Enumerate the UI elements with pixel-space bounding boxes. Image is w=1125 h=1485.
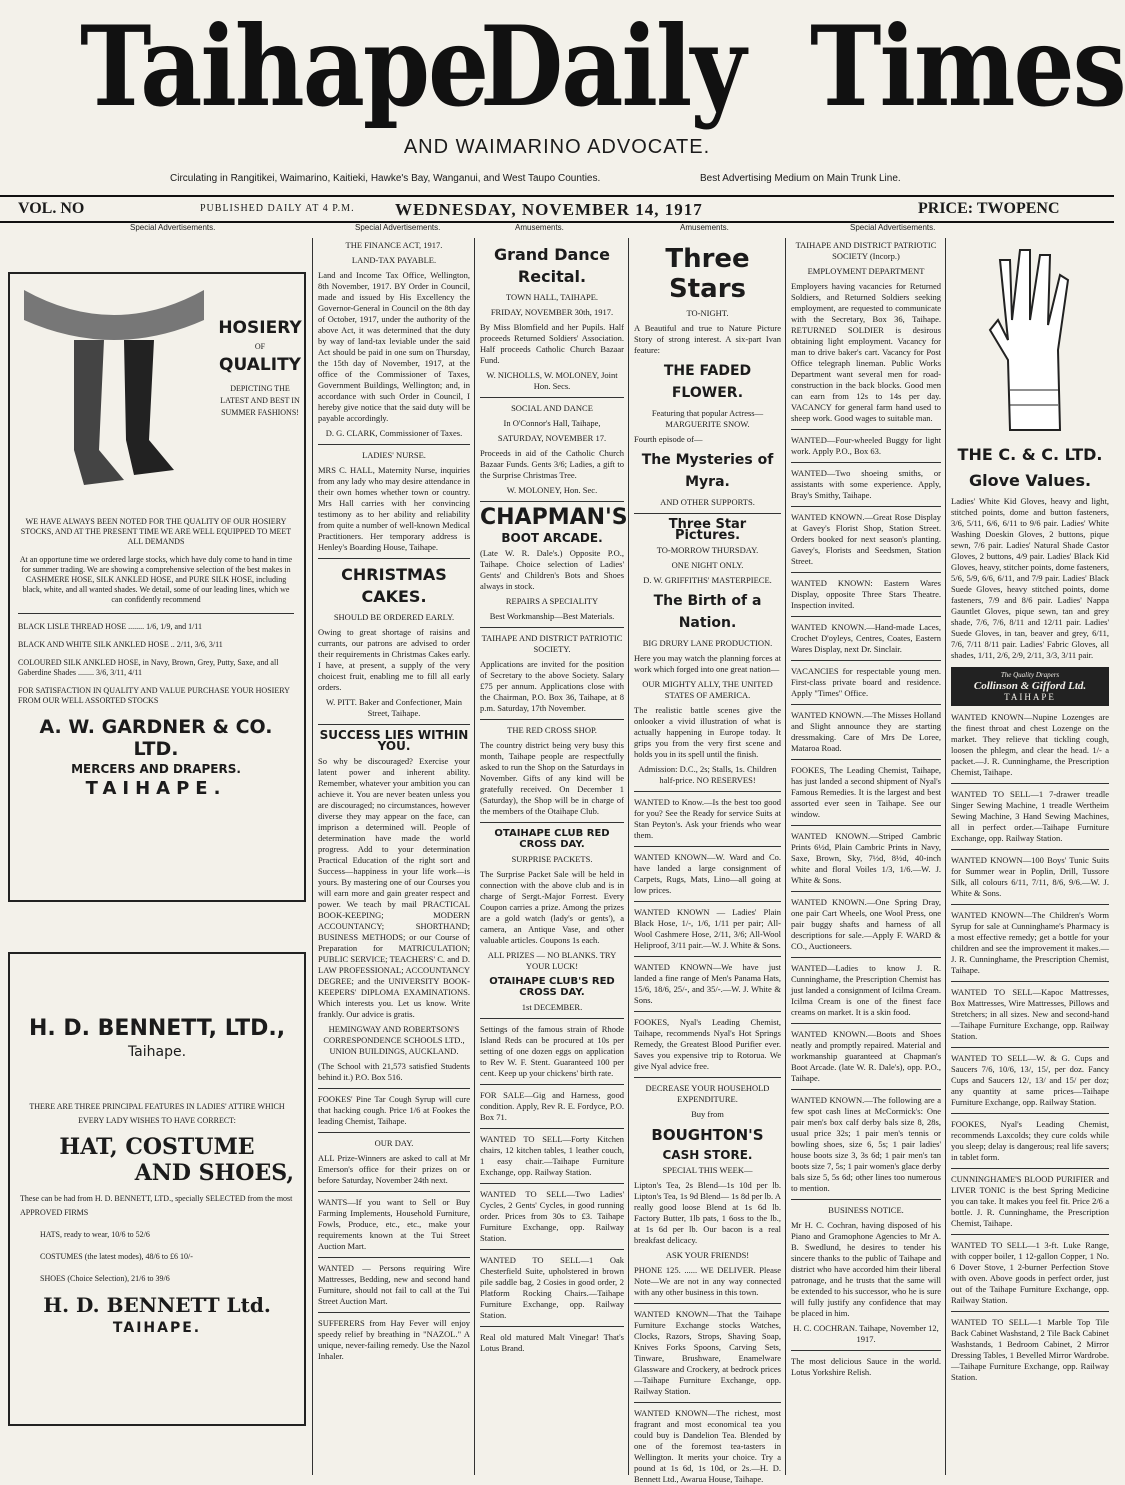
dec-first: 1st DECEMBER. — [521, 1002, 583, 1012]
collinson-name: Collinson & Gifford Ltd. — [973, 680, 1087, 692]
hosiery-body: At an opportune time we ordered large stocks, which have duly come to hand in time for summer trading. We are showing a comprehensive selection of the best makes in CASHMERE HOSE, SILK ANKLED HOSE, and PURE SILK HOSE, including black, white, and all wanted shades. We detail, some of our leading lines, which we can confidently recommend — [19, 555, 293, 604]
social-dance-heading: SOCIAL AND DANCE — [511, 403, 593, 413]
published-daily: PUBLISHED DAILY AT 4 P.M. — [200, 203, 355, 214]
patriotic-heading: TAIHAPE AND DISTRICT PATRIOTIC SOCIETY. — [481, 633, 623, 654]
repairs-speciality: REPAIRS A SPECIALITY — [505, 596, 599, 606]
patriotic-society-heading: TAIHAPE AND DISTRICT PATRIOTIC SOCIETY (Incorp.) — [795, 240, 937, 261]
wanted-ad: WANTED KNOWN.—The following are a few spot cash lines at McCormick's: One pair men's box calf derby bals size 8, 28s, usual price 32s; 1 pair men's tennis or bowling shoes, size 6, 5s; 1 pair ladies' house boots size 3, 3s 6d; 1 pair men's tan boots size 7, 5s; 1 pair women's glace derby bals size 5, 5s 6d; other lines too numerous to mention. — [791, 1095, 941, 1193]
masthead-title-taihape: Taihape — [80, 1, 488, 132]
column-rule — [945, 238, 946, 1475]
hosiery-of: OF — [254, 342, 266, 351]
oak-suite-ad: WANTED TO SELL—1 Oak Chesterfield Suite, upholstered in brown pile saddle bag, 2 Cosies in good order, 2 Platform Rocking Chairs.—Taihape Furniture Exchange, opp. Railway Station. — [480, 1255, 624, 1320]
hosiery-advertisement — [8, 272, 306, 902]
social-signature: W. MOLONEY, Hon. Sec. — [506, 485, 598, 495]
column-6 — [951, 240, 1109, 1475]
christmas-cakes-body: Owing to great shortage of raisins and currants, our patrons are advised to order their requirements in Christmas Cakes early. I have, at present, a supply of the very choicest fruit, enabling me to fill all early orders. — [318, 627, 470, 692]
glove-illustration-icon — [970, 240, 1090, 440]
business-notice-heading: BUSINESS NOTICE. — [828, 1205, 904, 1215]
column-headings — [0, 223, 1114, 235]
grand-dance-body: By Miss Blomfield and her Pupils. Half proceeds Returned Soldiers' Association. Half proceeds Catholic Church Bazaar Fund. — [480, 322, 624, 365]
wanted-ad: WANTED TO SELL—1 Marble Top Tile Back Cabinet Washstand, 2 Tile Back Cabinet Washstands, 1 Bedroom Cabinet, 2 Mirror Dressing Tables, 1 Bevelled Mirror Wardrobe.—Taihape Furniture Exchange, opp. Railway Station. — [951, 1317, 1109, 1382]
bennett-town: Taihape. — [127, 1044, 187, 1060]
gardner-town: TAIHAPE. — [85, 778, 227, 799]
rhode-island-settings: Settings of the famous strain of Rhode Island Reds can be procured at 10s per setting of one dozen eggs on application to Rev W. F. Stent. Guaranteed 100 per cent. Keep up your chickens' birth rate. — [480, 1024, 624, 1078]
wanted-ad: WANTED KNOWN.—Boots and Shoes neatly and promptly repaired. Material and workmanship guaranteed at Chapman's Boot Arcade. (late W. R. Dale's), opp. P.O., Taihape. — [791, 1029, 941, 1083]
circulation-line: Circulating in Rangitikei, Waimarino, Kaitieki, Hawke's Bay, Wanganui, and West Taupo Counties. — [170, 173, 601, 184]
repairs-sub: Best Workmanship—Best Materials. — [489, 611, 615, 621]
glove-values-body: Ladies' White Kid Gloves, heavy and light, stitched points, dome and button fasteners, 3/6, 5/11, 6/6, 6/11 to 9/6 pair. Ladies' White Washing Doeskin Gloves, 2 buttons, pique sewn, 7/6 pair. Ladies' Natural Shade Castor Gloves, 2 buttons, 4/9 pair. Ladies' Black Kid Gloves, heavy, stitcher points, dome fasteners, 5/6, 5/9, 6/6, 6/11, and 7/9 pair. Ladies' Black Suede Gloves, heavy stitched points, dome fasteners, 7/9 and 8/6 pair. Ladies' Nappa Gauntlet Gloves, pique sewn, tan and grey shade, 7/6, 7/6, 8/11 and 12/11 pair. Ladies' Suede Gloves, in tan, beaver and grey, 6/11, 7/6, 7/11 8/11 pair. Ladies' Fabric Gloves, all shades, 1/11, 2/6, 2/9, 2/11, 3/3, 3/11 pair. — [951, 496, 1109, 660]
boot-arcade-heading: BOOT ARCADE. — [501, 531, 603, 545]
bennett-these: These can be had from H. D. BENNETT, LTD., specially SELECTED from the most APPROVED FIRMS — [20, 1194, 293, 1217]
fookes-nyal-ad: FOOKES, The Leading Chemist, Taihape, has just landed a second shipment of Nyal's Famous Remedies. It is the largest and best assorted ever seen in Taihape. See our window. — [791, 765, 941, 819]
buy-from: Buy from — [691, 1109, 724, 1119]
wanted-ad: WANTED KNOWN.—Great Rose Display at Gavey's Florist Shop, Station Street. Orders booked for next season's planting. Gavey's, Florists and Seedsmen, Station Street. — [791, 512, 941, 566]
birth-of-a-nation-heading: The Birth of a Nation. — [653, 593, 762, 631]
three-stars-body: A Beautiful and true to Nature Picture Story of strong interest. A six-part Ivan feature: — [634, 323, 781, 355]
masthead-subtitle: AND WAIMARINO ADVOCATE. — [403, 136, 711, 158]
volume-number: VOL. NO — [18, 200, 85, 217]
fookes-syrup: FOOKES' Pine Tar Cough Syrup will cure that hacking cough. Price 1/6 at Fookes the leading Chemist, Taihape. — [318, 1094, 470, 1126]
christmas-cakes-heading: CHRISTMAS CAKES. — [341, 565, 447, 606]
chapman-heading: CHAPMAN'S — [480, 505, 628, 530]
griffith-masterpiece: D. W. GRIFFITHS' MASTERPIECE. — [643, 575, 772, 585]
wanted-ad: WANTED KNOWN: Eastern Wares Display, opposite Three Stars Theatre. Inspection invited. — [791, 578, 941, 610]
gig-for-sale: FOR SALE—Gig and Harness, good condition. Apply, Rev R. E. Fordyce, P.O. Box 71. — [480, 1090, 624, 1122]
pitt-signature: W. PITT. Baker and Confectioner, Main Street, Taihape. — [325, 697, 463, 718]
ask-your-friends: ASK YOUR FRIENDS! — [665, 1250, 750, 1260]
our-day-heading: OUR DAY. — [374, 1138, 414, 1148]
wanted-ad: WANTED KNOWN.—One Spring Dray, one pair Cart Wheels, one Wool Press, one pair buggy shafts and harness of all descriptions for sale.—Apply F. WARD & CO., Auctioneers. — [791, 897, 941, 951]
column-rule — [474, 238, 475, 1475]
bennett-name: H. D. BENNETT, LTD., — [28, 1016, 286, 1041]
masthead-title-daily: Daily — [480, 1, 745, 132]
ladies-nurse-body: MRS C. HALL, Maternity Nurse, inquiries from any lady who may desire attendance in their own homes whether town or country. Mrs Hall carries with her convincing testimony as to her ability and reliability from quite a number of well-known Medical Practitioners. Her temporary address is Henley's Boarding House, Taihape. — [318, 465, 470, 552]
bennett-hats: HATS, ready to wear, 10/6 to 52/6 — [40, 1230, 150, 1239]
wanted-ad: WANTED—Ladies to know J. R. Cunninghame, the Prescription Chemist has just landed a consignment of Icilma Cream. Icilma Cream is one of the finest face creams on market. It is a skin food. — [791, 963, 941, 1017]
column-heading: Amusements. — [515, 223, 564, 232]
tonight: TO-NIGHT. — [686, 308, 729, 318]
cycles-ad: WANTED TO SELL—Two Ladies' Cycles, 2 Gents' Cycles, in good running order. Prices from 30s to £3. Taihape Furniture Exchange, opp. Railway Station. — [480, 1189, 624, 1243]
land-tax-heading: LAND-TAX PAYABLE. — [351, 255, 437, 265]
special-this-week: SPECIAL THIS WEEK— — [662, 1165, 753, 1175]
hemingway-address: HEMINGWAY AND ROBERTSON'S CORRESPONDENCE SCHOOLS LTD., UNION BUILDINGS, AUCKLAND. — [323, 1024, 465, 1056]
column-4 — [634, 240, 781, 1484]
wanted-ad: WANTED TO SELL—1 3-ft. Luke Range, with copper boiler, 1 12-gallon Copper, 1 No. 6 Dover Stove, 1 2-burner Perfection Stove with oven. Above goods in perfect order, just out of the Taihape Furniture Exchange, opp. Railway Station. — [951, 1240, 1109, 1305]
hemingway-note: (The School with 21,573 satisfied Students behind it.) P.O. Box 516. — [318, 1061, 470, 1082]
bennett-advertisement — [8, 952, 306, 1426]
cash-store-heading: CASH STORE. — [662, 1148, 753, 1162]
tomorrow-thursday: TO-MORROW THURSDAY. — [656, 545, 759, 555]
admission-prices: Admission: D.C., 2s; Stalls, 1s. Children half-price. NO RESERVES! — [638, 764, 777, 785]
finance-act-body: Land and Income Tax Office, Wellington, 8th November, 1917. BY Order in Council, made and issued by His Excellency the Governor-General in Council on the 8th day of October, 1917, under the authority of the above Act, it was determined that the duty by way of land-tax leviable under the said Act should be paid in one sum on Thursday, the 15th day of November, 1917, at the office of the Commissioner of Taxes, Government Buildings, Wellington; and, in accordance with such Order in Council, I hereby give notice that the said duty will be payable accordingly. — [318, 270, 470, 423]
column-rule — [312, 238, 313, 1475]
wanted-ad: WANTED KNOWN—Nupine Lozenges are the finest throat and chest Lozenge on the market. They relieve that tickling cough, loosen the phlegm, and clear the head. 1/- a packet.—J. R. Cunninghame, the Prescription Chemist, Taihape. — [951, 712, 1109, 777]
hosiery-line: FOR SATISFACTION IN QUALITY AND VALUE PURCHASE YOUR HOSIERY FROM OUR WELL ASSORTED STOCKS — [18, 686, 290, 705]
hosiery-intro: WE HAVE ALWAYS BEEN NOTED FOR THE QUALITY OF OUR HOSIERY STOCKS, AND AT THE PRESENT TIME WE ARE WELL EQUIPPED TO MEET ALL DEMANDS — [20, 517, 292, 546]
ally-body: The realistic battle scenes give the onlooker a vivid illustration of what is actually happening in Europe today. It grips you from the very first scene and holds you in its spell until the finish. — [634, 705, 781, 759]
fookes-hot-springs: FOOKES, Nyal's Leading Chemist, Taihape, recommends Nyal's Hot Springs Remedy, the Greatest Blood Purifier ever. Saves you expensive trip to Rotorua. We give Nyal advice free. — [634, 1017, 781, 1071]
wanted-ad: WANTED KNOWN—The Children's Worm Syrup for sale at Cunninghame's Pharmacy is a most effective remedy; get a bottle for your children and see the improvement it makes.—J. R. Cunninghame, the Prescription Chemist, Taihape. — [951, 910, 1109, 975]
red-cross-shop-heading: THE RED CROSS SHOP. — [507, 725, 597, 735]
town-hall: TOWN HALL, TAIHAPE. — [505, 292, 599, 302]
hosiery-line: COLOURED SILK ANKLED HOSE, in Navy, Brown, Grey, Putty, Saxe, and all Gaberdine Shades ........ 3/6, 3/11, 4/11 — [18, 658, 279, 677]
boughtons-heading: BOUGHTON'S — [651, 1126, 764, 1144]
wanted-ad: WANTED TO SELL—1 7-drawer treadle Singer Sewing Machine, 1 treadle Wertheim Sewing Machine, 3 Hand Sewing Machines, all in perfect order.—Taihape Furniture Exchange, opp. Railway Station. — [951, 789, 1109, 843]
column-heading: Special Advertisements. — [355, 223, 441, 232]
wanted-ad: WANTED KNOWN.—The Misses Holland and Slight announce they are starting dressmaking. Care of Mrs De Loree, Mataroa Road. — [791, 710, 941, 753]
column-heading: Amusements. — [680, 223, 729, 232]
column-3 — [480, 240, 628, 1475]
one-night-only: ONE NIGHT ONLY. — [671, 560, 744, 570]
hay-fever-ad: SUFFERERS from Hay Fever will enjoy speedy relief by breathing in "NAZOL." A unique, never-failing remedy. Use the Nazol Inhaler. — [318, 1318, 470, 1361]
column-5 — [791, 240, 941, 1475]
bennett-three-features: THERE ARE THREE PRINCIPAL FEATURES IN LADIES' ATTIRE WHICH EVERY LADY WISHES TO HAVE CORRECT: — [29, 1102, 285, 1125]
lotus-relish-ad: The most delicious Sauce in the world. Lotus Yorkshire Relish. — [791, 1356, 941, 1377]
red-cross-shop-body: The country district being very busy this month, Taihape people are respectfully asked to run the Shop on the Saturdays in November. Gifts of any kind will be gratefully received. On December 1 (Saturday), the Shop will be in charge of the members of the Otaihape Club. — [480, 740, 624, 816]
column-2 — [318, 240, 470, 1475]
stockings-illustration-icon — [14, 280, 214, 500]
bennett-ltd-town: TAIHAPE. — [112, 1320, 202, 1336]
prizes-line: ALL PRIZES — NO BLANKS. TRY YOUR LUCK! — [487, 950, 617, 971]
hosiery-line: BLACK LISLE THREAD HOSE ........ 1/6, 1/9, and 1/11 — [18, 622, 202, 631]
fookes-laxcolds: FOOKES, Nyal's Leading Chemist, recommends Laxcolds; they cure colds while you sleep; delay is dangerous; real life savers; in tablet form. — [951, 1119, 1109, 1162]
wanted-ad: WANTED—Four-wheeled Buggy for light work. Apply P.O., Box 63. — [791, 435, 941, 456]
cc-ltd-heading: THE C. & C. LTD. — [957, 445, 1103, 464]
three-stars-heading: Three Stars — [665, 244, 750, 304]
malt-vinegar-ad: Real old matured Malt Vinegar! That's Lotus Brand. — [480, 1332, 624, 1353]
tea-prices: Lipton's Tea, 2s Blend—1s 10d per lb. Lipton's Tea, 1s 9d Blend— 1s 8d per lb. A really good loose Blend at 1s 6d lb. Factory Butter, 1lb pats, 1 6oss to the lb., at 1s 6d per lb. Our bacon is a real breakfast delicacy. — [634, 1180, 781, 1245]
wanted-ad: WANTED TO SELL—W. & G. Cups and Saucers 7/6, 10/6, 13/, 15/, per doz. Fancy Cups and Saucers 12/, 13/ and 15/ per doz; any quantity at same prices—Taihape Furniture Exchange, opp. Railway Station. — [951, 1053, 1109, 1107]
mysteries-of-myra-heading: The Mysteries of Myra. — [641, 452, 774, 490]
dandelion-tea-ad: WANTED KNOWN—The richest, most fragrant and most economical tea you could buy is Dandelion Tea. Blended by one of the foremost tea-tasters in Wellington. It merits your choice. Try a pound at 1s 6d, 1s 10d, or 2s.—H. D. Bennett Ltd., Awarua House, Taihape. — [634, 1408, 781, 1484]
ladies-nurse-heading: LADIES' NURSE. — [362, 450, 426, 460]
finance-act-heading: THE FINANCE ACT, 1917. — [345, 240, 443, 250]
column-heading: Special Advertisements. — [850, 223, 936, 232]
bennett-ltd-signature: H. D. BENNETT Ltd. — [43, 1293, 271, 1317]
cochran-signature: H. C. COCHRAN. Taihape, November 12, 1917. — [793, 1323, 939, 1344]
dance-date: FRIDAY, NOVEMBER 30th, 1917. — [490, 307, 614, 317]
birth-body: Here you may watch the planning forces at work which forged into one great nation— — [634, 653, 781, 674]
hat-costume-heading: HAT, COSTUME — [59, 1134, 255, 1160]
gardner-firm: A. W. GARDNER & CO. LTD. — [39, 716, 273, 760]
otaihape-club-day-heading: OTAIHAPE CLUB'S RED CROSS DAY. — [489, 976, 615, 998]
employment-body: Employers having vacancies for Returned Soldiers, and Returned Soldiers seeking employment, are requested to communicate with the Secretary, Box 36, Taihape. RETURNED SOLDIER is desirous obtaining light employment. Vacancy for man to drive baker's cart. Vacancy for Post Office telegraph lineman. Public Works Department want several men for road-construction in the back blocks. Good men can earn from 12s to 14s per day. VACANCY for general farm hand used to sheep work. Good wages to suitable man. — [791, 281, 941, 423]
faded-flower-heading: THE FADED FLOWER. — [663, 363, 752, 401]
patriotic-body: Applications are invited for the position of Secretary to the above Society. Salary £75 per annum. Applications close with the Chairman, P.O. Box 36, Taihape, at 8 p.m. Saturday, 17th November. — [480, 659, 624, 713]
column-heading: Special Advertisements. — [130, 223, 216, 232]
grand-dance-heading: Grand Dance Recital. — [493, 245, 611, 286]
masthead — [0, 0, 1125, 200]
wanted-known-ad: WANTED KNOWN—W. Ward and Co. have landed a large consignment of Carpets, Rugs, Mats, Lino—all going at low prices. — [634, 852, 781, 895]
furniture-exchange-stocks: WANTED KNOWN—That the Taihape Furniture Exchange stocks Watches, Clocks, Razors, Strops, Shaving Soap, Knives Forks Spoons, Carving Sets, Tinware, Brushware, Enamelware Glassware and Crockery, at bedrock prices—Taihape Furniture Exchange, opp. Railway Station. — [634, 1309, 781, 1396]
hosiery-line: BLACK AND WHITE SILK ANKLED HOSE .. 2/11, 3/6, 3/11 — [18, 640, 223, 649]
collinson-town: TAIHAPE — [1004, 692, 1056, 702]
kitchen-chairs-ad: WANTED TO SELL—Forty Kitchen chairs, 12 kitchen tables, 1 leather couch, 1 easy chair.—Taihape Furniture Exchange, opp. Railway Station. — [480, 1134, 624, 1177]
wanted-ad: WANTED TO SELL—Kapoc Mattresses, Box Mattresses, Wire Mattresses, Pillows and Stretchers; in all sizes. New and second-hand—Taihape Furniture Exchange, opp. Railway Station. — [951, 987, 1109, 1041]
hosiery-depicting: DEPICTING THE LATEST AND BEST IN SUMMER FASHIONS! — [220, 384, 300, 417]
success-heading: SUCCESS LIES WITHIN YOU. — [319, 728, 469, 753]
wanted-ad: WANTED—Two shoeing smiths, or assistants with some experience. Apply, Bray's Smithy, Taihape. — [791, 468, 941, 500]
quality-heading: QUALITY — [219, 355, 301, 375]
wanted-ad: WANTED KNOWN.—Striped Cambric Prints 6½d, Plain Cambric Prints in Navy, Saxe, Brown, Sky, 7½d, 8½d, 40-inch white and floral Voiles 1/3, 1/6.—W. J. White & Sons. — [791, 831, 941, 885]
column-rule — [628, 238, 629, 1475]
wanted-known-ad: WANTED to Know.—Is the best too good for you? See the Ready for service Suits at Stan Peyton's. Ask your friends who wear them. — [634, 797, 781, 840]
social-body: Proceeds in aid of the Catholic Church Bazaar Funds. Gents 3/6; Ladies, a gift to the Surprise Christmas Tree. — [480, 448, 624, 480]
wanted-ad: WANTED — Persons requiring Wire Mattresses, Bedding, new and second hand Furniture, should not fail to call at the Tui Street Auction Mart. — [318, 1263, 470, 1306]
dateline-bar — [0, 195, 1114, 223]
finance-act-signature: D. G. CLARK, Commissioner of Taxes. — [325, 428, 463, 438]
surprise-packets-body: The Surprise Packet Sale will be held in connection with the above club and is in charge of Sergt.-Major Forrest. Every Coupon carries a prize. Among the prizes are a gold watch (lady's or gents'), a camera, an Antique Vase, and other valuable articles. Coupons 1s each. — [480, 869, 624, 945]
oconnor-hall: In O'Connor's Hall, Taihape, — [503, 418, 601, 428]
masthead-title-times: Times — [810, 1, 1125, 132]
business-notice-body: Mr H. C. Cochran, having disposed of his Piano and Gramophone Agencies to Mr A. B. Swedlund, he desires to tender his sincere thanks to the public of Taihape and district who have accorded him their liberal patronage, and he trusts that the same will be extended to his successor, who he is sure will fully justify any confidence that may be placed in him. — [791, 1220, 941, 1318]
employment-department: EMPLOYMENT DEPARTMENT — [807, 266, 925, 276]
chapman-body: (Late W. R. Dale's.) Opposite P.O., Taihape. Choice selection of Ladies' Gents' and Children's Bots and Shoes always in stock. — [480, 548, 624, 591]
otaihape-club-heading: OTAIHAPE CLUB RED CROSS DAY. — [494, 828, 610, 850]
other-supports: AND OTHER SUPPORTS. — [660, 497, 755, 507]
wants-ad: WANTS—If you want to Sell or Buy Farming Implements, Household Furniture, Fowls, Produce, etc., etc., make your requirements known at the Tui Street Auction Mart. — [318, 1197, 470, 1251]
grand-dance-signature: W. NICHOLLS, W. MOLONEY, Joint Hon. Secs. — [486, 370, 618, 391]
wanted-ad: WANTED KNOWN—100 Boys' Tunic Suits for Summer wear in Poplin, Drill, Tussore Silk, all colours 6/11, 7/11, 8/6, 9/6.—W. J. White & Sons. — [951, 855, 1109, 898]
hosiery-heading: HOSIERY — [218, 318, 302, 338]
shoes-heading: AND SHOES, — [134, 1160, 294, 1186]
bennett-shoes: SHOES (Choice Selection), 21/6 to 39/6 — [40, 1274, 170, 1283]
best-advertising-line: Best Advertising Medium on Main Trunk Line. — [700, 173, 901, 184]
mighty-ally: OUR MIGHTY ALLY, THE UNITED STATES OF AMERICA. — [642, 679, 773, 700]
issue-price: PRICE: TWOPENC — [918, 200, 1060, 217]
wanted-known-ad: WANTED KNOWN — Ladies' Plain Black Hose, 1/-, 1/6, 1/11 per pair; All-Wool Cashmere Hose, 2/11, 3/6; All-Wool Heliproof, 3/11 pair.—W. J. White & Sons. — [634, 907, 781, 950]
issue-date: WEDNESDAY, NOVEMBER 14, 1917 — [395, 200, 703, 219]
collinson-logo — [951, 667, 1109, 706]
featuring: Featuring that popular Actress— MARGUERITE SNOW. — [651, 408, 764, 429]
vacancies-ad: VACANCIES for respectable young men. First-class private board and residence. Apply "Times" Office. — [791, 666, 941, 698]
wanted-ad: WANTED KNOWN.—Hand-made Laces, Crochet D'oyleys, Centres, Coates, Eastern Wares Display, next Dr. Sinclair. — [791, 622, 941, 654]
collinson-tag: The Quality Drapers — [1000, 671, 1060, 679]
decrease-expenditure: DECREASE YOUR HOUSEHOLD EXPENDITURE. — [645, 1083, 770, 1104]
three-star-pictures-heading: Three Star Pictures. — [668, 517, 747, 543]
wanted-known-ad: WANTED KNOWN—We have just landed a fine range of Men's Panama Hats, 15/6, 18/6, 25/-, and 35/-.—W. J. White & Sons. — [634, 962, 781, 1005]
phone-delivery: PHONE 125. ...... WE DELIVER. Please Note—We are not in any way connected with any other business in this town. — [634, 1265, 781, 1297]
social-date: SATURDAY, NOVEMBER 17. — [497, 433, 607, 443]
fourth-episode: Fourth episode of— — [634, 434, 703, 444]
our-day-body: ALL Prize-Winners are asked to call at Mr Emerson's office for their prizes on or before Saturday, November 24th next. — [318, 1153, 470, 1185]
surprise-packets-heading: SURPRISE PACKETS. — [511, 854, 593, 864]
success-body: So why be discouraged? Exercise your latent power and inherent ability. Remember, whatever your ambition you can achieve it. You are never beaten unless you are discouraged; no circumstances, however diverse they may appear on the face, can imprison a determined will. People of determination have made the world progress. Add to your determination Practical Education of the right sort and Success—happiness in your life work—is yours. By mastering one of our Courses you will earn more and gain greater respect and power. We teach by mail PRACTICAL BOOK-KEEPING; MODERN ACCOUNTANCY; SHORTHAND; BUSINESS METHODS; or our Course of Preparation for MATRICULATION; PUBLIC SERVICE; TEACHERS' C. and D. LAW PROFESSIONAL; ACCOUNTANCY DEGREE; and the UNIVERSITY BOOK-KEEPERS' DIPLOMA EXAMINATIONS. Which interests you. Let us know. Write frankly. Our advice is gratis. — [318, 756, 470, 1019]
column-rule — [785, 238, 786, 1475]
drury-lane: BIG DRURY LANE PRODUCTION. — [642, 638, 773, 648]
glove-values-heading: Glove Values. — [968, 471, 1092, 490]
gardner-trade: MERCERS AND DRAPERS. — [71, 762, 241, 776]
bennett-costumes: COSTUMES (the latest modes), 48/6 to £6 10/- — [40, 1252, 193, 1261]
blood-purifier-ad: CUNNINGHAME'S BLOOD PURIFIER and LIVER TONIC is the best Spring Medicine you can take. It makes you feel fit. Price 2/6 a bottle. J. R. Cunninghame, the Prescription Chemist, Taihape. — [951, 1174, 1109, 1228]
christmas-cakes-sub: SHOULD BE ORDERED EARLY. — [333, 612, 455, 622]
